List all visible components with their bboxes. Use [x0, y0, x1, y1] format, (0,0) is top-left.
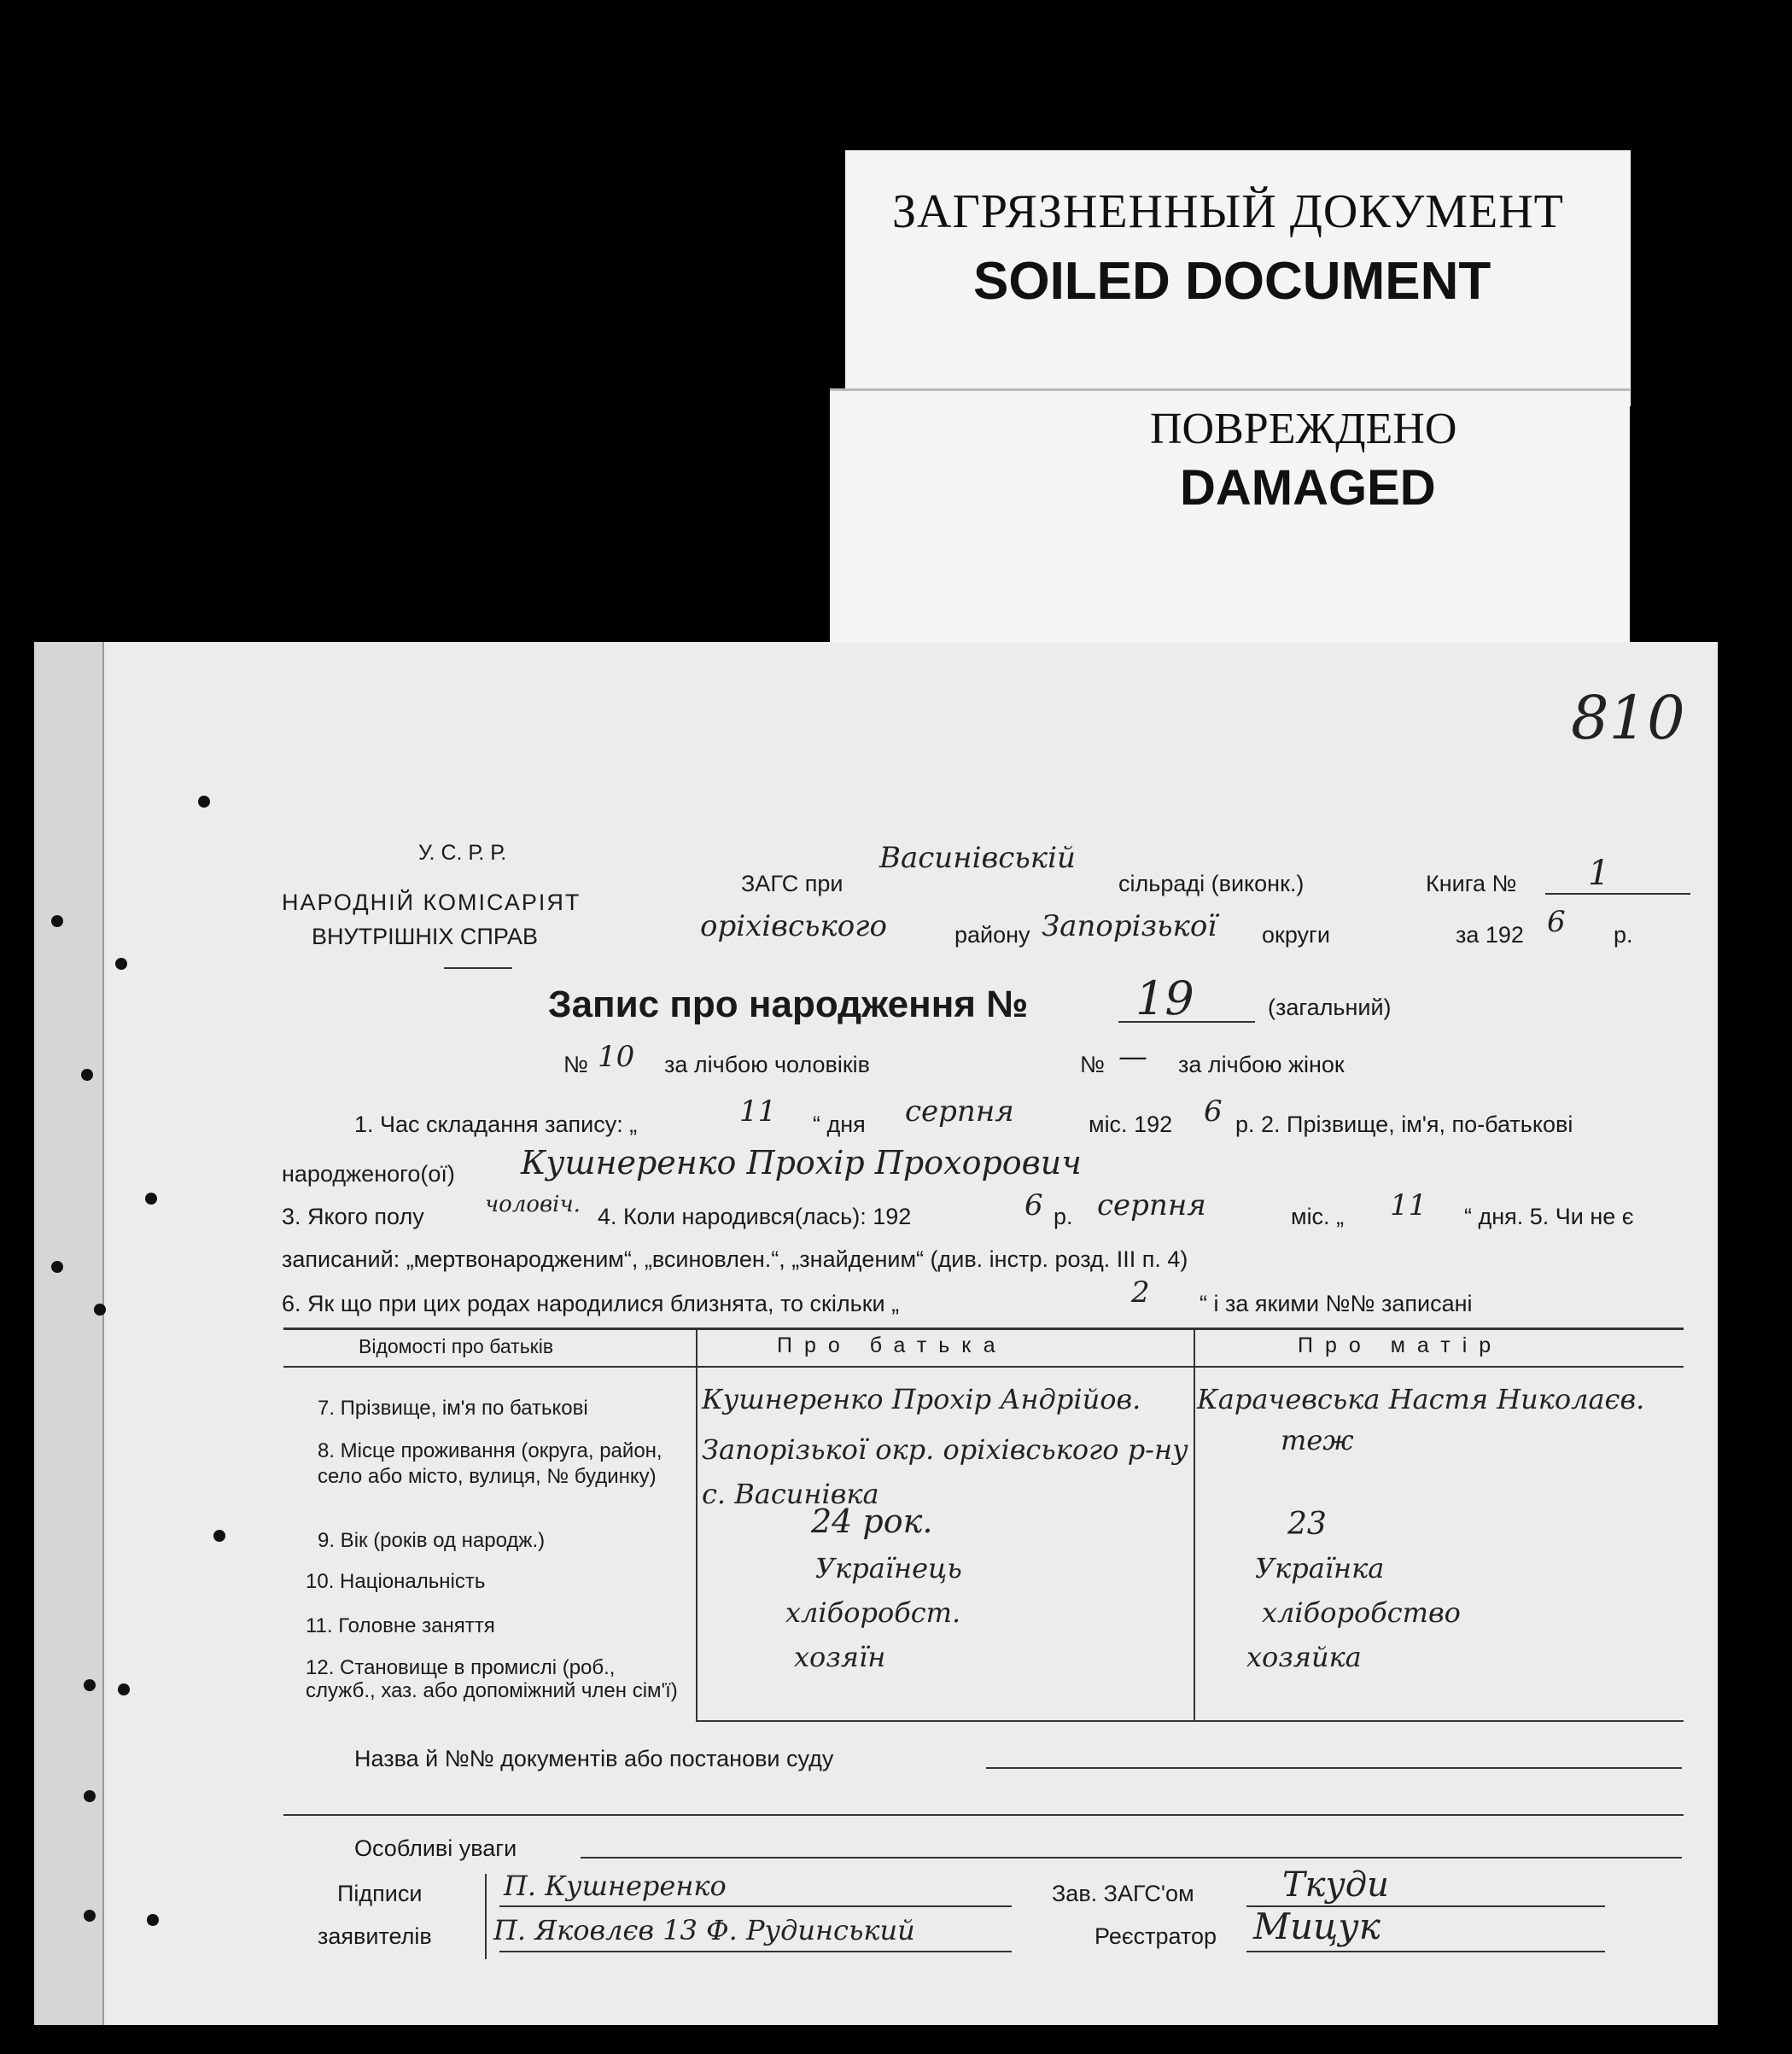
table-top-border — [283, 1328, 1684, 1330]
ussr-label: У. С. Р. Р. — [418, 841, 507, 865]
row12-label: 12. Становище в промислі (роб., служб., хаз. або допоміжний член сім'ї) — [306, 1656, 678, 1702]
row10-father: Українець — [815, 1552, 962, 1584]
book-label: Книга № — [1426, 871, 1517, 896]
zags-label: ЗАГС при — [741, 871, 843, 896]
row8-father: Запорізької окр. оріхівського р-ну с. Васинівка — [702, 1433, 1188, 1510]
field4-label: 4. Коли народився(лась): 192 — [598, 1204, 912, 1229]
binding-hole — [115, 958, 127, 970]
binding-hole — [51, 915, 63, 927]
commissariat-line-1: НАРОДНІЙ КОМІСАРІЯТ — [282, 890, 581, 915]
declarants-label: заявителів — [318, 1923, 432, 1949]
male-count-value: 10 — [598, 1040, 635, 1074]
book-value: 1 — [1588, 854, 1610, 893]
row8-label: 8. Місце проживання (округа, район, село або місто, вулиця, № будинку) — [318, 1439, 663, 1488]
signatures-label: Підписи — [337, 1881, 423, 1906]
documents-label: Назва й №№ документів або постанови суду — [354, 1746, 834, 1771]
village-value: Васинівській — [879, 841, 1076, 875]
field4-year: 6 — [1024, 1188, 1043, 1222]
record-number: 19 — [1135, 972, 1194, 1025]
table-col-divider — [696, 1328, 698, 1720]
field4-day: 11 — [1390, 1188, 1427, 1222]
record-general-label: (загальний) — [1268, 995, 1392, 1020]
damaged-notice-en: DAMAGED — [1180, 460, 1436, 516]
binding-hole — [94, 1304, 106, 1316]
field2-label: р. 2. Прізвище, ім'я, по-батькові — [1235, 1112, 1573, 1137]
table-col-divider — [1194, 1328, 1195, 1720]
row12-mother: хозяйка — [1246, 1641, 1362, 1673]
born-value: Кушнеренко Прохір Прохорович — [521, 1144, 1082, 1182]
binding-hole — [145, 1193, 157, 1205]
okrug-label: округи — [1262, 922, 1330, 948]
binding-hole — [84, 1910, 96, 1922]
page-number: 810 — [1571, 683, 1685, 753]
table-header-border — [283, 1366, 1684, 1368]
binding-hole — [213, 1530, 225, 1542]
table-header-info: Відомості про батьків — [359, 1335, 554, 1357]
field1-day-suffix: “ дня — [813, 1112, 866, 1137]
male-count-label: за лічбою чоловіків — [664, 1052, 871, 1077]
year-value: 6 — [1547, 905, 1566, 939]
field4-month-suffix: міс. „ — [1291, 1204, 1345, 1229]
book-underline — [1545, 893, 1690, 895]
row9-label: 9. Вік (років од народж.) — [318, 1529, 546, 1552]
field6-suffix: “ і за якими №№ записані — [1200, 1291, 1473, 1316]
binding-hole — [84, 1790, 96, 1802]
council-label: сільраді (виконк.) — [1118, 871, 1305, 896]
female-count-prefix: № — [1080, 1052, 1105, 1077]
row11-father: хліборобст. — [785, 1596, 961, 1629]
district-value: оріхівського — [700, 909, 887, 943]
signature-line-2 — [499, 1951, 1012, 1952]
row8-mother: теж — [1281, 1424, 1354, 1456]
documents-line-2 — [283, 1814, 1684, 1816]
record-title: Запис про народження № — [548, 983, 1029, 1025]
field6-label: 6. Як що при цих родах народилися близнята, то скільки „ — [282, 1291, 900, 1316]
table-header-mother: Про матір — [1298, 1333, 1503, 1357]
field3-label: 3. Якого полу — [282, 1204, 424, 1229]
district-label: району — [954, 922, 1030, 948]
field1-month-suffix: міс. 192 — [1089, 1112, 1173, 1137]
row11-mother: хліборобство — [1262, 1596, 1461, 1629]
declarant-signature-1: П. Кушнеренко — [504, 1870, 727, 1902]
binding-hole — [147, 1914, 159, 1926]
row10-label: 10. Національність — [306, 1570, 486, 1593]
notes-label: Особливі уваги — [354, 1835, 517, 1861]
binding-hole — [198, 796, 210, 808]
soiled-notice-en: SOILED DOCUMENT — [973, 252, 1491, 311]
year-label: за 192 — [1456, 922, 1524, 948]
registrar-label: Реєстратор — [1094, 1923, 1217, 1949]
damaged-notice-slip — [830, 388, 1630, 647]
row12-father: хозяїн — [794, 1641, 886, 1673]
row10-mother: Українка — [1255, 1552, 1385, 1584]
registrar-signature: Мицук — [1253, 1905, 1380, 1947]
binding-hole — [118, 1683, 130, 1695]
row7-label: 7. Прізвище, ім'я по батькові — [318, 1397, 588, 1420]
documents-line — [986, 1767, 1682, 1769]
table-header-father: Про батька — [777, 1333, 1007, 1357]
row9-mother: 23 — [1287, 1507, 1327, 1542]
field1-label: 1. Час складання запису: „ — [354, 1112, 638, 1137]
row7-father: Кушнеренко Прохір Андрійов. — [702, 1383, 1141, 1415]
soiled-notice-slip — [845, 150, 1631, 406]
okrug-value: Запорізької — [1042, 909, 1217, 943]
row7-mother: Карачевська Настя Николаєв. — [1197, 1383, 1645, 1415]
field5-continuation: записаний: „мертвонародженим“, „всиновлен.“, „знайденим“ (див. інстр. розд. III п. 4) — [282, 1246, 1188, 1272]
field6-value: 2 — [1131, 1275, 1150, 1310]
binding-hole — [81, 1069, 93, 1081]
field1-year: 6 — [1204, 1094, 1223, 1129]
binding-hole — [51, 1261, 63, 1273]
head-signature: Ткуди — [1282, 1865, 1389, 1905]
field1-month: серпня — [905, 1094, 1014, 1129]
year-suffix: р. — [1614, 922, 1633, 948]
male-count-prefix: № — [563, 1052, 588, 1077]
field5-label: “ дня. 5. Чи не є — [1464, 1204, 1634, 1229]
damaged-notice-ru: ПОВРЕЖДЕНО — [1150, 405, 1457, 453]
field4-r: р. — [1054, 1204, 1073, 1229]
record-number-underline — [1118, 1021, 1255, 1023]
field1-day: 11 — [739, 1094, 777, 1129]
binding-hole — [84, 1679, 96, 1691]
soiled-notice-ru: ЗАГРЯЗНЕННЫЙ ДОКУМЕНТ — [892, 185, 1564, 238]
declarant-signature-2: П. Яковлєв 13 Ф. Рудинський — [493, 1914, 915, 1946]
registrar-signature-line — [1246, 1951, 1605, 1952]
field4-month: серпня — [1097, 1188, 1206, 1222]
row11-label: 11. Головне заняття — [306, 1614, 495, 1637]
binding-spine — [34, 642, 104, 2025]
born-label: народженого(ої) — [282, 1161, 455, 1187]
table-bottom-border — [696, 1720, 1684, 1722]
notes-line — [581, 1857, 1682, 1859]
head-label: Зав. ЗАГС'ом — [1052, 1881, 1194, 1906]
female-count-label: за лічбою жінок — [1178, 1052, 1345, 1077]
signatures-bracket — [485, 1874, 487, 1959]
row9-father: 24 рок. — [811, 1503, 933, 1540]
signature-line-1 — [499, 1905, 1012, 1907]
field3-value: чоловіч. — [485, 1192, 581, 1217]
female-count-value: — — [1118, 1040, 1147, 1074]
divider — [444, 967, 512, 969]
commissariat-line-2: ВНУТРІШНІХ СПРАВ — [312, 924, 539, 949]
